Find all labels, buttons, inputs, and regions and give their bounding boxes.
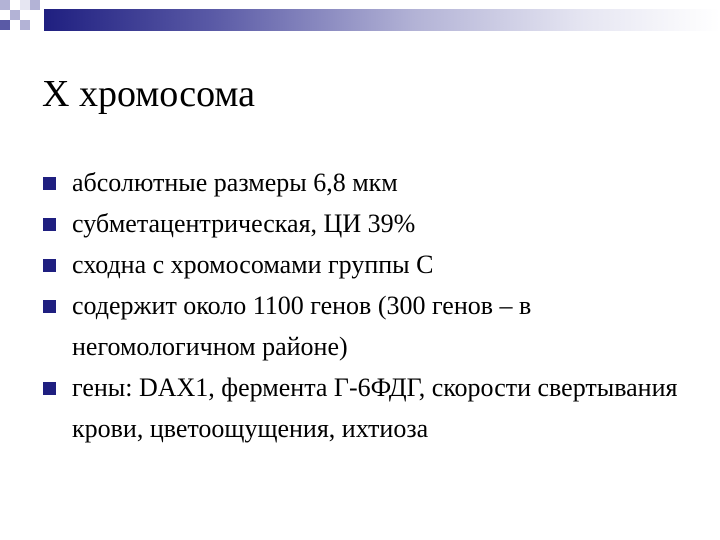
bullet-item <box>43 285 683 367</box>
square-bullet-icon <box>43 382 56 395</box>
square-bullet-icon <box>43 177 56 190</box>
square-bullet-icon <box>43 218 56 231</box>
bullet-list <box>43 162 683 449</box>
decorative-square <box>10 10 20 20</box>
bullet-item <box>43 244 683 285</box>
decorative-square <box>0 0 10 10</box>
decorative-square <box>30 0 40 10</box>
bullet-text: содержит около 1100 генов (300 генов – в негомологичном районе) <box>72 291 532 361</box>
decorative-square <box>0 20 10 30</box>
bullet-item <box>43 367 683 449</box>
decorative-square <box>20 20 30 30</box>
top-decoration <box>0 0 720 40</box>
bullet-text: абсолютные размеры 6,8 мкм <box>72 168 398 197</box>
bullet-item <box>43 162 683 203</box>
bullet-item <box>43 203 683 244</box>
decorative-square <box>30 20 40 30</box>
bullet-text: сходна с хромосомами группы С <box>72 250 434 279</box>
decorative-square <box>20 0 30 10</box>
decorative-gradient-bar <box>44 9 720 31</box>
square-bullet-icon <box>43 259 56 272</box>
bullet-text: гены: DAX1, фермента Г-6ФДГ, скорости свертывания крови, цветоощущения, ихтиоза <box>72 373 678 443</box>
decorative-square <box>10 0 20 10</box>
bullet-text: субметацентрическая, ЦИ 39% <box>72 209 416 238</box>
square-bullet-icon <box>43 300 56 313</box>
slide-title: X хромосома <box>42 73 256 115</box>
